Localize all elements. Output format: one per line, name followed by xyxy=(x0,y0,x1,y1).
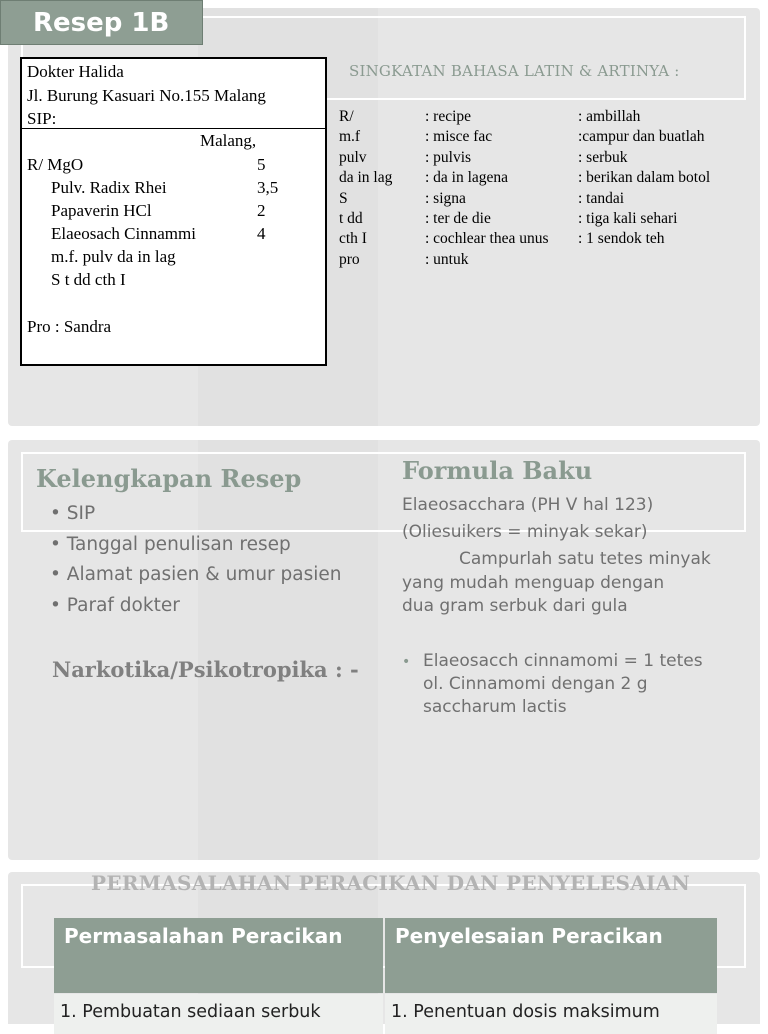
formula-bullet-line: Elaeosacch cinnamomi = 1 tetes xyxy=(423,651,703,671)
narkotika-note: Narkotika/Psikotropika : - xyxy=(52,657,359,682)
list-item: • Alamat pasien & umur pasien xyxy=(50,564,342,585)
rx-signa: S t dd cth I xyxy=(51,270,126,289)
divider xyxy=(22,128,325,129)
meaning: : 1 sendok teh xyxy=(578,230,665,248)
meaning: : ambillah xyxy=(578,108,641,125)
slide-tab-title: Resep 1B xyxy=(0,0,203,45)
meaning: : berikan dalam botol xyxy=(578,169,711,187)
latin: : signa xyxy=(425,189,466,207)
rx-item-name: Papaverin HCl xyxy=(51,201,152,220)
column-header: Permasalahan Peracikan xyxy=(54,918,383,993)
table-cell: 1. Pembuatan sediaan serbuk xyxy=(54,994,383,1034)
column-header: Penyelesaian Peracikan xyxy=(385,918,717,993)
rx-item-name: Pulv. Radix Rhei xyxy=(51,178,167,197)
formula-line: (Oliesuikers = minyak sekar) xyxy=(402,522,648,542)
bullet-icon: • xyxy=(402,654,411,670)
formula-line: dua gram serbuk dari gula xyxy=(402,596,628,616)
meaning: : serbuk xyxy=(578,148,628,166)
latin: : recipe xyxy=(425,108,472,125)
list-item: • SIP xyxy=(50,503,96,524)
abbr: t dd xyxy=(339,209,363,227)
doctor-address: Jl. Burung Kasuari No.155 Malang xyxy=(27,86,266,105)
formula-line: yang mudah menguap dengan xyxy=(402,573,665,593)
abbr: cth I xyxy=(339,230,367,248)
abbr: m.f xyxy=(339,128,361,146)
abbr: R/ xyxy=(339,108,354,125)
abbr: da in lag xyxy=(339,169,393,187)
meaning: : tandai xyxy=(578,189,625,207)
city-label: Malang, xyxy=(200,131,257,150)
formula-line: Campurlah satu tetes minyak xyxy=(459,549,711,569)
rx-instruction: m.f. pulv da in lag xyxy=(51,247,176,266)
latin: : ter de die xyxy=(425,209,491,227)
rx-patient: Pro : Sandra xyxy=(27,317,112,336)
rx-item-qty: 3,5 xyxy=(257,178,279,197)
latin: : pulvis xyxy=(425,148,472,166)
rx-item-name: Elaeosach Cinnammi xyxy=(51,224,196,243)
rx-item-name: R/ MgO xyxy=(27,155,84,174)
list-item: • Paraf dokter xyxy=(50,594,180,616)
meaning: : tiga kali sehari xyxy=(578,209,678,227)
formula-bullet-line: ol. Cinnamomi dengan 2 g xyxy=(423,674,648,694)
doctor-name: Dokter Halida xyxy=(27,62,124,81)
latin: : untuk xyxy=(425,250,469,268)
latin: : da in lagena xyxy=(425,169,509,187)
meaning: :campur dan buatlah xyxy=(578,128,705,146)
latin: : cochlear thea unus xyxy=(425,230,549,248)
formula-title: Formula Baku xyxy=(402,456,593,485)
abbr: S xyxy=(339,189,348,207)
rx-item-qty: 2 xyxy=(257,201,266,220)
prescription-card xyxy=(20,57,327,366)
list-item: • Tanggal penulisan resep xyxy=(50,533,291,555)
rx-item-qty: 5 xyxy=(257,155,266,174)
kelengkapan-list xyxy=(50,503,342,625)
kelengkapan-title: Kelengkapan Resep xyxy=(36,464,302,493)
rx-item-qty: 4 xyxy=(257,224,266,243)
latin: : misce fac xyxy=(425,128,493,146)
permasalahan-title: PERMASALAHAN PERACIKAN DAN PENYELESAIAN xyxy=(91,871,691,895)
formula-line: Elaeosacchara (PH V hal 123) xyxy=(402,495,654,515)
table-cell: 1. Penentuan dosis maksimum xyxy=(385,994,717,1034)
abbr: pro xyxy=(339,250,360,268)
formula-bullet-line: saccharum lactis xyxy=(423,697,567,717)
abbr: pulv xyxy=(339,148,367,166)
abbreviations-title: SINGKATAN BAHASA LATIN & ARTINYA : xyxy=(349,62,680,80)
sip-label: SIP: xyxy=(27,109,57,128)
